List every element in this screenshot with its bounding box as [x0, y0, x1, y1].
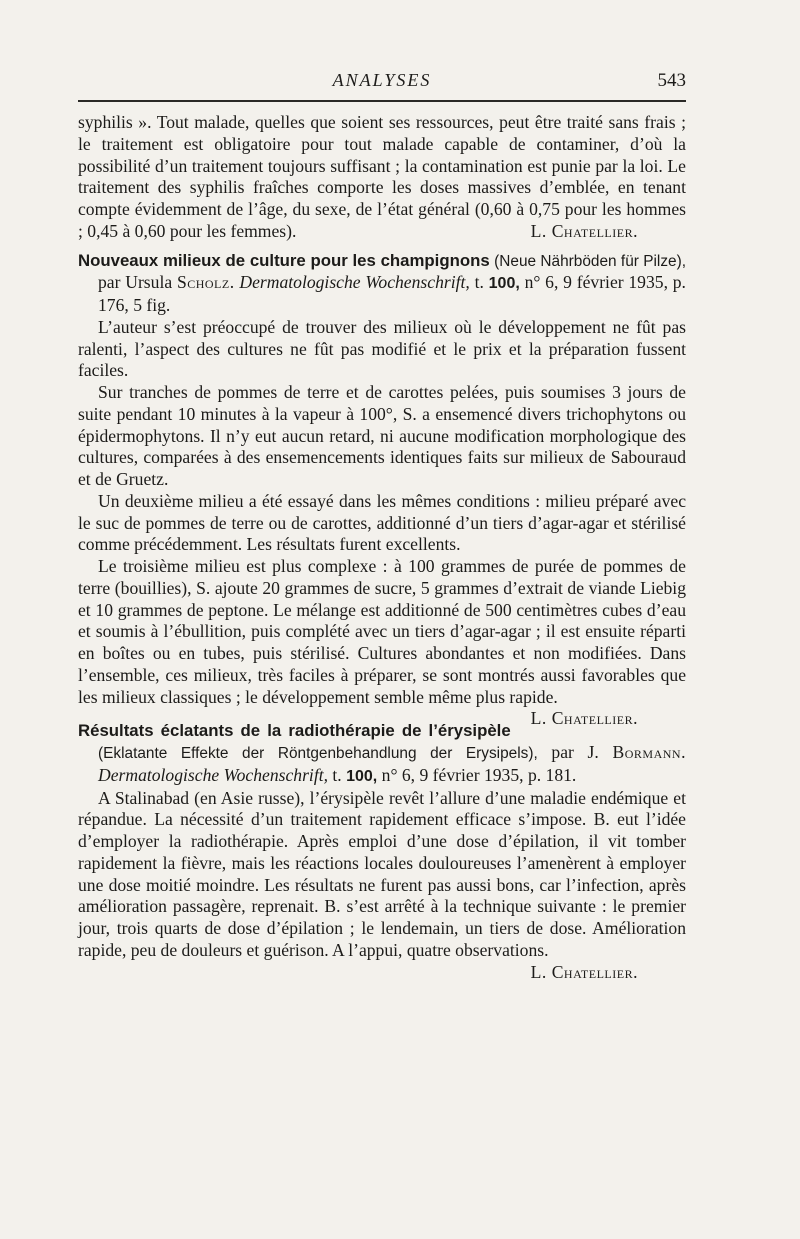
article-culture-media — [78, 250, 687, 729]
intro-text: syphilis ». Tout malade, quelles que soient ses ressources, peut être traité sans frais ; le traitement est obligatoire pour tout malade capable de contaminer, d’où la possibilité d’un traitement toujours suffisant ; la contamination est punie par la loi. Le traitement des syphilis fraîches comporte les doses massives d’emblée, en tenant compte évidemment de l’âge, du sexe, de l’état général (0,60 à 0,75 pour les hommes ; 0,45 à 0,60 pour les femmes). — [78, 112, 686, 241]
article-paragraph-last — [78, 556, 686, 729]
journal-name: Dermatologische Wochenschrift, — [98, 764, 328, 785]
header-rule — [78, 100, 686, 102]
article-paragraph-text: A Stalinabad (en Asie russe), l’érysipèle revêt l’allure d’une maladie endémique et répandue. La nécessité d’un traitement rapidement efficace s’impose. B. eut l’idée d’employer la radiothérapie. Après emploi d’une dose d’épilation, il vit tomber rapidement la fièvre, mais les réactions locales douloureuses l’amenèrent à employer une dose moitié moindre. Les résultats ne furent pas aussi bons, car l’infection, après amélioration passagère, reprenait. B. s’est arrêté à la technique suivante : le premier jour, trois quarts de dose d’épilation ; le lendemain, un tiers de dose. Amélioration rapide, peu de douleurs et guérison. A l’appui, quatre observations. — [78, 787, 686, 960]
article-paragraph: Un deuxième milieu a été essayé dans les mêmes conditions : milieu préparé avec le suc de pommes de terre ou de carottes, additionné d’un tiers d’agar-agar et stérilisé comme précédemment. Les résultats furent excellents. — [78, 490, 686, 555]
issue-date: n° 6, 9 février 1935, p. 181. — [381, 764, 577, 785]
tome-label: t. — [332, 764, 342, 785]
page-header — [78, 70, 686, 96]
page-body — [78, 112, 686, 983]
intro-signature: L. Chatellier. — [530, 220, 638, 241]
article-paragraph: L’auteur s’est préoccupé de trouver des milieux où le développement ne fût pas ralenti, l’aspect des cultures ne fût pas modifié et le prix et la préparation fussent faciles. — [78, 316, 686, 381]
article-title: Résultats éclatants de la radiothérapie de l’érysipèle — [78, 721, 511, 741]
article-signature: L. Chatellier. — [530, 961, 638, 982]
author-name: Bormann. — [612, 742, 686, 762]
volume-number: 100, — [488, 275, 520, 293]
article-reference — [78, 250, 686, 317]
original-title: (Neue Nährböden für Pilze), — [494, 252, 687, 270]
article-signature: L. Chatellier. — [530, 708, 638, 729]
article-paragraph-last — [78, 787, 686, 982]
journal-name: Dermatologische Wochenschrift, — [239, 272, 470, 293]
original-title: (Eklatante Effekte der Röntgenbehandlung der Erysipels), — [98, 745, 538, 762]
by-label: par J. — [551, 742, 599, 762]
volume-number: 100, — [346, 767, 378, 785]
article-reference — [78, 720, 686, 787]
intro-paragraph — [78, 112, 686, 243]
article-paragraph-text: Le troisième milieu est plus complexe : à 100 grammes de purée de pommes de terre (bouillies), S. ajoute 20 grammes de sucre, 5 grammes d’extrait de viande Liebig et 10 grammes de peptone. Le mélange est additionné de 500 centimètres cubes d’eau et soumis à l’ébullition, puis complété avec un tiers d’agar-agar ; il est ensuite réparti en boîtes ou en tubes, puis stérilisé. Cultures abondantes et non modifiées. Dans l’ensemble, ces milieux, très faciles à préparer, se sont montrés aussi favorables que les milieux classiques ; le développement semble même plus rapide. — [78, 556, 686, 707]
page-number: 543 — [657, 70, 686, 91]
by-label: par Ursula — [98, 272, 173, 293]
running-title: ANALYSES — [332, 70, 432, 90]
article-title: Nouveaux milieux de culture pour les champignons — [78, 250, 490, 270]
article-paragraph: Sur tranches de pommes de terre et de carottes pelées, puis soumises 3 jours de suite pendant 10 minutes à la vapeur à 100°, S. a ensemencé divers trichophytons ou épidermophytons. Il n’y eut aucun retard, ni aucune modification morphologique des cultures, comparées à des ensemencements identiques faits sur milieux de Sabouraud et de Gruetz. — [78, 382, 686, 489]
issue-date: n° 6, 9 février 1935, p. 176, 5 fig. — [98, 272, 686, 315]
author-name: Scholz. — [176, 272, 235, 293]
article-erysipelas — [78, 720, 686, 982]
tome-label: t. — [474, 272, 484, 293]
